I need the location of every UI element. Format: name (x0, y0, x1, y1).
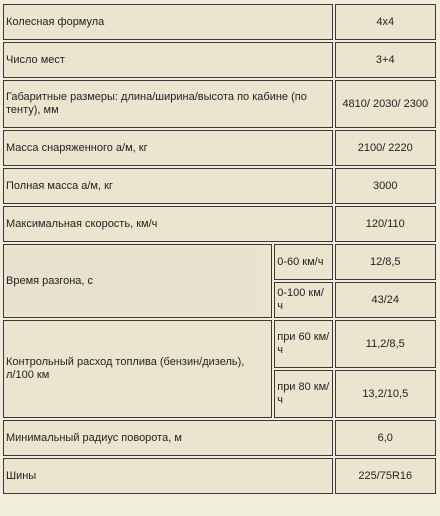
acceleration-label: Время разгона, с (6, 249, 257, 313)
fuel-value: 13,2/10,5 (335, 370, 436, 418)
row-label: Минимальный радиус поворота, м (3, 420, 333, 456)
specifications-table (1, 2, 438, 496)
row-value: 4810/ 2030/ 2300 (335, 80, 436, 128)
row-value: 225/75R16 (335, 458, 436, 494)
table-row (3, 4, 436, 40)
acceleration-condition: 0-60 км/ч (274, 244, 332, 280)
table-row (3, 130, 436, 166)
table-row (3, 320, 436, 368)
fuel-value: 11,2/8,5 (335, 320, 436, 368)
row-label: Габаритные размеры: длина/ширина/высота по кабине (по тенту), мм (3, 80, 333, 128)
row-label: Полная масса а/м, кг (3, 168, 333, 204)
row-value: 2100/ 2220 (335, 130, 436, 166)
row-label: Число мест (3, 42, 333, 78)
row-label: Колесная формула (3, 4, 333, 40)
table-row (3, 168, 436, 204)
fuel-condition: при 80 км/ч (274, 370, 332, 418)
row-value: 4x4 (335, 4, 436, 40)
row-value: 3+4 (335, 42, 436, 78)
row-label: Шины (3, 458, 333, 494)
row-label: Максимальная скорость, км/ч (3, 206, 333, 242)
row-value: 6,0 (335, 420, 436, 456)
acceleration-condition: 0-100 км/ч (274, 282, 332, 318)
fuel-label: Контрольный расход топлива (бензин/дизель), л/100 км (3, 320, 272, 418)
row-label: Масса снаряженного а/м, кг (3, 130, 333, 166)
fuel-condition: при 60 км/ч (274, 320, 332, 368)
table-row (3, 80, 436, 128)
row-value: 3000 (335, 168, 436, 204)
acceleration-value: 43/24 (335, 282, 436, 318)
table-row (3, 458, 436, 494)
row-value: 120/110 (335, 206, 436, 242)
table-row (3, 42, 436, 78)
table-row (3, 206, 436, 242)
acceleration-label-cell (3, 244, 272, 318)
acceleration-value: 12/8,5 (335, 244, 436, 280)
table-row (3, 420, 436, 456)
table-row (3, 244, 436, 280)
